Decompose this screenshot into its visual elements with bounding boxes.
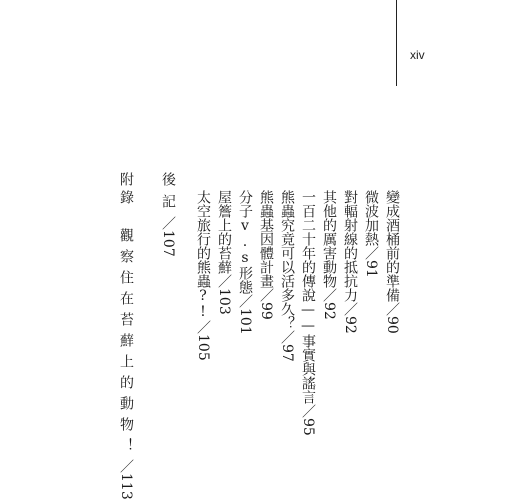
toc-entry-title: 屋簷上的苔蘚: [216, 190, 232, 274]
toc-entry-page: 105: [195, 334, 211, 361]
afterword-page: 107: [160, 230, 176, 257]
separator: ／: [195, 320, 211, 334]
afterword-title: 後記: [160, 172, 176, 216]
separator: ／: [258, 288, 274, 302]
toc-entry-page: 91: [363, 260, 379, 278]
appendix-entry: [116, 172, 136, 500]
appendix-label: 附錄: [118, 172, 134, 208]
separator: ／: [160, 216, 176, 230]
separator: ／: [279, 330, 295, 344]
separator: ／: [384, 302, 400, 316]
toc-entry: [193, 190, 213, 361]
toc-entry: [340, 190, 360, 334]
appendix-page: 113: [118, 473, 134, 500]
toc-entry-title: 分子v.s形態: [237, 190, 253, 294]
afterword-entry: [158, 172, 178, 257]
appendix-title: 觀察住在苔蘚上的動物！: [118, 228, 134, 459]
toc-entry-page: 92: [321, 302, 337, 320]
separator: ／: [118, 459, 134, 473]
toc-entry-page: 95: [300, 418, 316, 436]
separator: ／: [321, 288, 337, 302]
toc-entry: [298, 190, 318, 436]
toc-entry-title: 熊蟲基因體計畫: [258, 190, 274, 288]
toc-entry: [256, 190, 276, 320]
toc-entry: [361, 190, 381, 278]
toc-entry-title: 熊蟲究竟可以活多久？: [279, 190, 295, 330]
toc-entry: [319, 190, 339, 320]
toc-entry-page: 97: [279, 344, 295, 362]
separator: ／: [342, 302, 358, 316]
toc-entry-title: 太空旅行的熊蟲?!: [195, 190, 211, 320]
separator: ／: [300, 404, 316, 418]
toc-entry-page: 99: [258, 302, 274, 320]
toc-entry-page: 103: [216, 288, 232, 315]
toc-entry-title: 微波加熱: [363, 190, 379, 246]
page-number: xiv: [410, 48, 425, 62]
toc-entry-page: 101: [237, 308, 253, 335]
separator: ／: [363, 246, 379, 260]
toc-entry-title: 一百二十年的傳說——事實與謠言: [300, 190, 316, 404]
toc-entry-page: 90: [384, 316, 400, 334]
toc-entry-title: 對輻射線的抵抗力: [342, 190, 358, 302]
separator: ／: [237, 294, 253, 308]
toc-entry: [277, 190, 297, 362]
header-rule: [396, 0, 397, 86]
toc-entry-title: 其他的厲害動物: [321, 190, 337, 288]
toc-entry-page: 92: [342, 316, 358, 334]
toc-entry-title: 變成酒桶前的準備: [384, 190, 400, 302]
separator: ／: [216, 274, 232, 288]
toc-entry: [382, 190, 402, 334]
toc-entry: [214, 190, 234, 315]
toc-entry: [235, 190, 255, 335]
